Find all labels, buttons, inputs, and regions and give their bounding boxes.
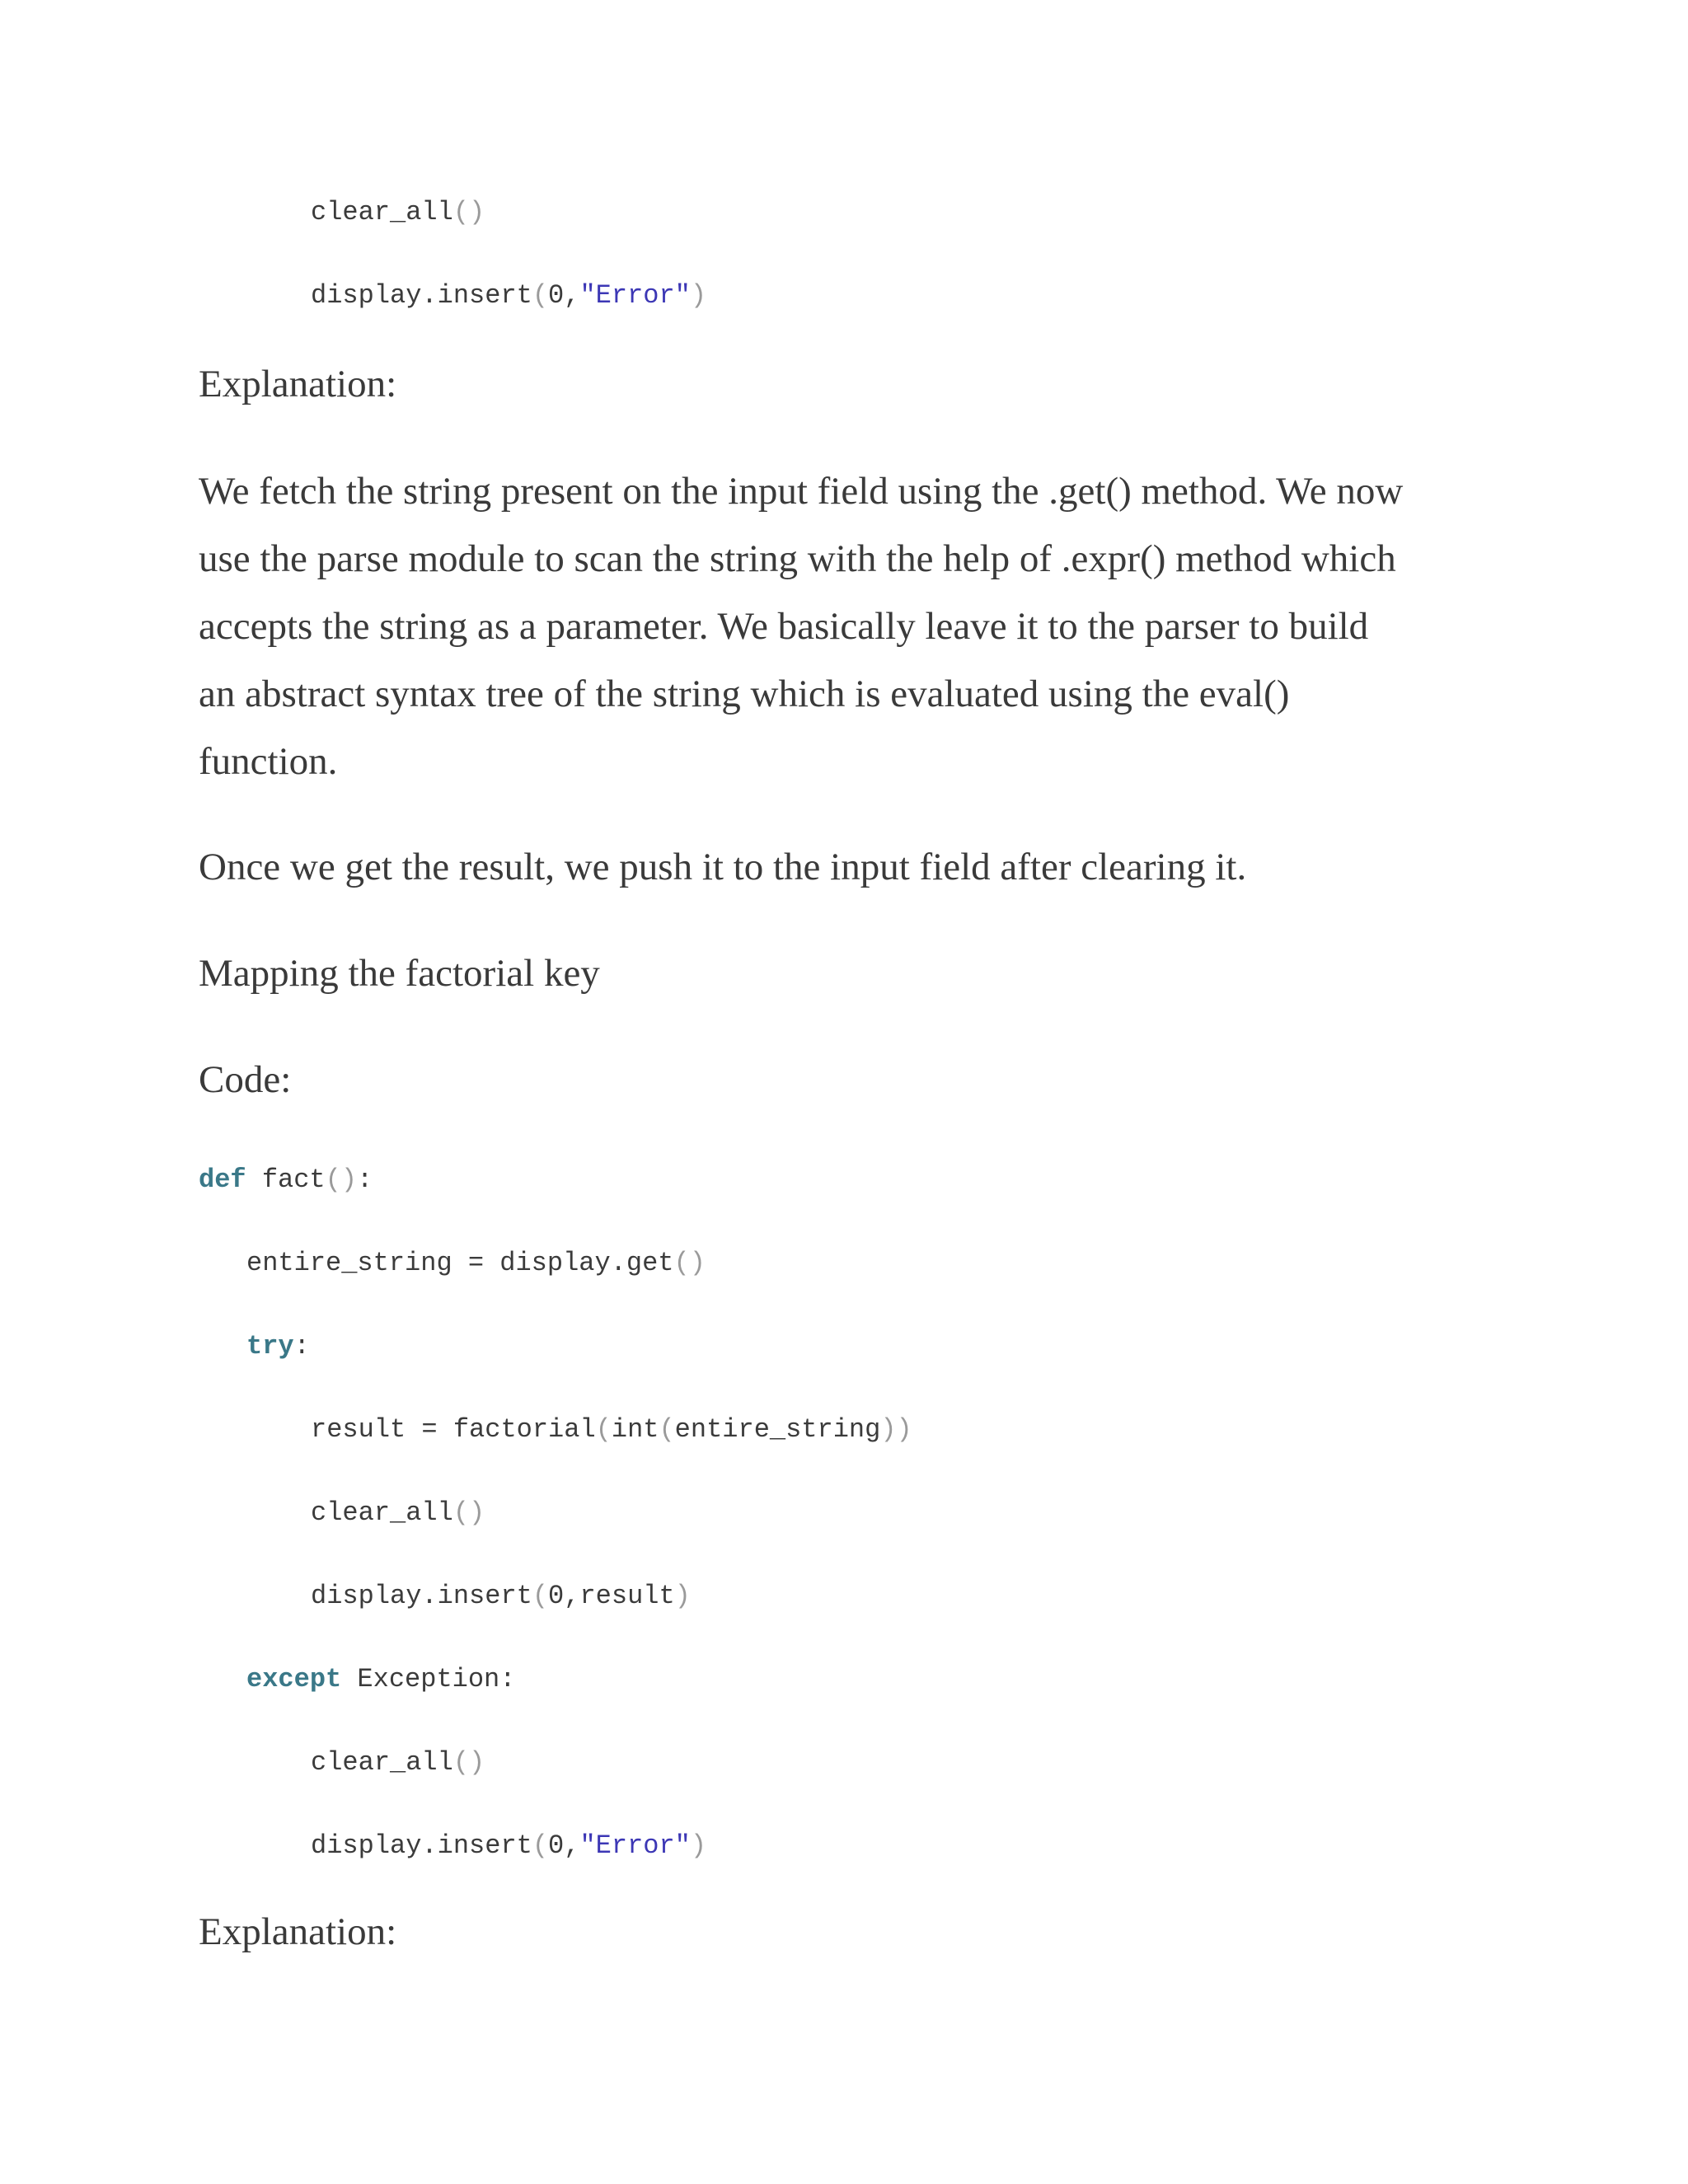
code-line-result [311,1413,912,1446]
code-heading: Code: [199,1058,292,1101]
code-paren-open: ( [452,1497,470,1528]
code-keyword-def: def [199,1165,246,1195]
paragraph-line: function. [199,740,338,783]
code-insert-call: display.insert [311,1830,532,1861]
code-paren-open: ( [673,1248,690,1278]
code-paren-close: ) [469,197,485,227]
code-entire-string-assign: entire_string = display.get [246,1248,674,1278]
code-line-clear-all [311,1497,485,1530]
code-clear-call: clear_all [311,1747,453,1778]
code-paren-close: ) [896,1414,912,1445]
code-paren-close: ) [690,1830,707,1861]
paragraph-line: an abstract syntax tree of the string which is evaluated using the eval() [199,673,1290,715]
code-exception-name: Exception: [357,1664,516,1694]
code-line-entire-string [246,1247,706,1280]
paragraph-line: use the parse module to scan the string with the help of .expr() method which [199,537,1396,580]
code-line-insert-error-top [311,279,706,312]
code-paren-open: ( [532,1830,549,1861]
code-line-insert-result [311,1580,691,1613]
code-paren-open: ( [325,1165,341,1195]
code-paren-close: ) [674,1581,691,1611]
code-paren-close: ) [340,1165,358,1195]
code-paren-open: ( [452,1747,470,1778]
code-paren-open: ( [532,1581,549,1611]
code-paren-open: ( [659,1414,675,1445]
code-paren-open: ( [532,280,549,311]
code-func-name: fact [261,1165,326,1195]
code-int-call: int [611,1414,659,1445]
code-insert-call: display.insert [311,280,532,311]
explanation-heading: Explanation: [199,363,397,405]
code-entire-string-arg: entire_string [674,1414,881,1445]
paragraph-line: accepts the string as a parameter. We basically leave it to the parser to build [199,605,1369,648]
code-error-string: "Error" [579,1830,691,1861]
code-line-except [246,1663,515,1696]
code-paren-open: ( [452,197,470,227]
code-colon: : [357,1165,373,1195]
code-keyword-try: try [246,1331,294,1361]
code-paren-close: ) [690,280,707,311]
code-paren-close: ) [469,1747,485,1778]
code-line-clear-all-except [311,1746,485,1779]
code-line-clear-all-top [311,196,485,229]
code-line-try [246,1330,310,1363]
explanation-heading-2: Explanation: [199,1910,397,1953]
code-insert-args: 0,result [548,1581,675,1611]
code-paren-close: ) [880,1414,897,1445]
code-line-insert-error [311,1830,706,1863]
code-paren-close: ) [689,1248,706,1278]
code-insert-call: display.insert [311,1581,532,1611]
code-clear-call: clear_all [311,197,453,227]
code-insert-index: 0, [548,1830,580,1861]
code-result-assign: result = factorial [311,1414,596,1445]
code-line-def [199,1164,373,1197]
explanation-paragraph [199,457,1501,795]
code-insert-index: 0, [548,280,580,311]
paragraph-line: We fetch the string present on the input field using the .get() method. We now [199,470,1404,513]
code-paren-close: ) [469,1497,485,1528]
code-colon: : [293,1331,310,1361]
code-error-string: "Error" [579,280,691,311]
code-keyword-except: except [246,1664,342,1694]
section-title: Mapping the factorial key [199,952,600,995]
code-clear-call: clear_all [311,1497,453,1528]
result-paragraph: Once we get the result, we push it to the input field after clearing it. [199,846,1247,888]
code-paren-open: ( [595,1414,612,1445]
